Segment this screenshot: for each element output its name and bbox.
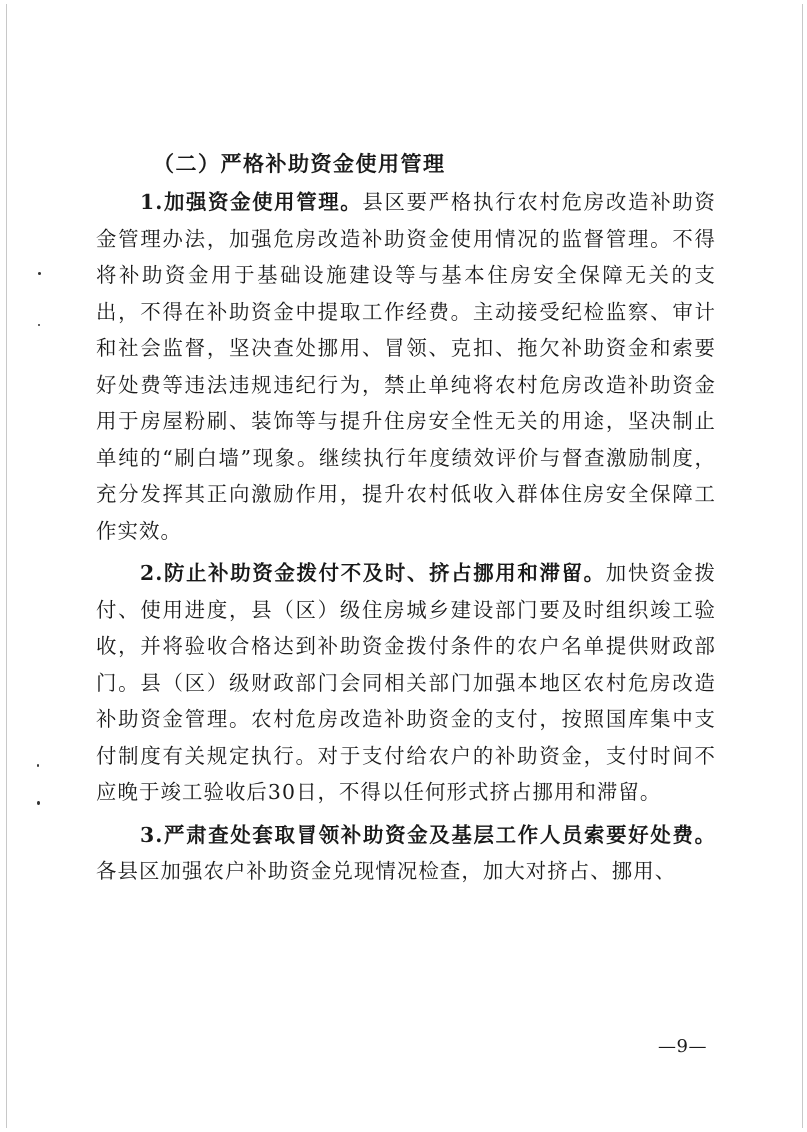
paragraph-lead: 1.加强资金使用管理。 [140, 190, 363, 214]
page-number: —9— [658, 1036, 707, 1057]
paragraph-body: 加快资金拨付、使用进度，县（区）级住房城乡建设部门要及时组织竣工验收，并将验收合格达到补助资金拨付条件的农户名单提供财政部门。县（区）级财政部门会同相关部门加强本地区农村危房改造补助资金管理。农村危房改造补助资金的支付，按照国库集中支付制度有关规定执行。对于支付给农户的补助资金，支付时间不应晚于竣工验收后30日，不得以任何形式挤占挪用和滞留。 [96, 561, 716, 804]
scan-mark [37, 764, 39, 767]
paragraph-1 [96, 184, 716, 549]
paragraph-lead: 2.防止补助资金拨付不及时、挤占挪用和滞留。 [140, 561, 606, 585]
scan-mark [37, 801, 40, 805]
paragraph-body: 县区要严格执行农村危房改造补助资金管理办法，加强危房改造补助资金使用情况的监督管理。不得将补助资金用于基础设施建设等与基本住房安全保障无关的支出，不得在补助资金中提取工作经费。主动接受纪检监察、审计和社会监督，坚决查处挪用、冒领、克扣、拖欠补助资金和索要好处费等违法违规违纪行为，禁止单纯将农村危房改造补助资金用于房屋粉刷、装饰等与提升住房安全性无关的用途，坚决制止单纯的“刷白墙”现象。继续执行年度绩效评价与督查激励制度，充分发挥其正向激励作用，提升农村低收入群体住房安全保障工作实效。 [96, 190, 716, 543]
scan-mark [38, 324, 40, 326]
document-body [96, 143, 716, 890]
paragraph-3 [96, 817, 716, 890]
section-heading: （二）严格补助资金使用管理 [153, 151, 446, 176]
paragraph-2 [96, 555, 716, 811]
scan-mark [38, 272, 41, 275]
paragraph-body: 各县区加强农户补助资金兑现情况检查，加大对挤占、挪用、 [96, 859, 677, 883]
paragraph-lead: 3.严肃查处套取冒领补助资金及基层工作人员索要好处费。 [140, 822, 716, 847]
